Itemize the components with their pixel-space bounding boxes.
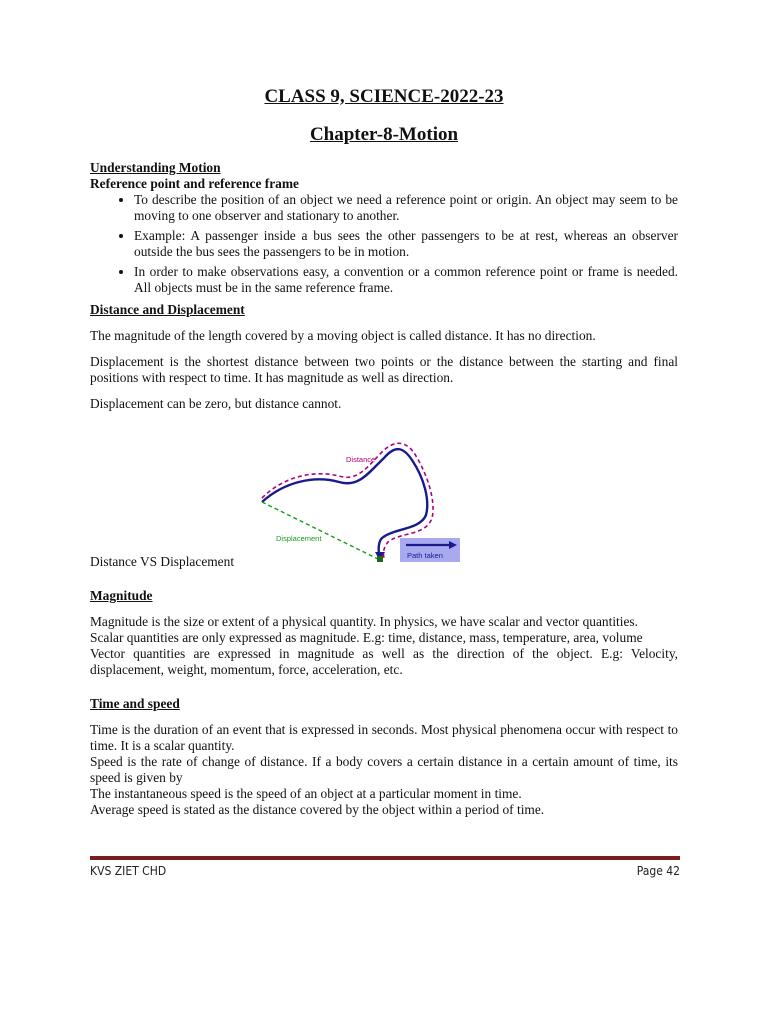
heading-time-speed: Time and speed xyxy=(90,696,180,711)
paragraph: The instantaneous speed is the speed of an object at a particular moment in time. xyxy=(90,786,522,801)
paragraph: Magnitude is the size or extent of a physical quantity. In physics, we have scalar and vector quantities. xyxy=(90,614,638,629)
content-body xyxy=(90,160,678,818)
paragraph: Average speed is stated as the distance covered by the object within a period of time. xyxy=(90,802,545,817)
chapter-title: Chapter-8-Motion xyxy=(309,124,459,145)
paragraph: Displacement can be zero, but distance cannot. xyxy=(90,396,342,411)
footer-organization: KVS ZIET CHD xyxy=(90,864,167,878)
footer-divider xyxy=(90,856,680,860)
distance-displacement-diagram xyxy=(254,420,474,570)
reference-frame-list xyxy=(90,192,678,296)
distance-label: Distance xyxy=(346,455,376,464)
distance-displacement-figure xyxy=(90,420,678,570)
paragraph: The magnitude of the length covered by a moving object is called distance. It has no direction. xyxy=(90,328,596,343)
displacement-line xyxy=(262,502,380,560)
heading-understanding-motion: Understanding Motion xyxy=(90,160,221,175)
heading-magnitude: Magnitude xyxy=(90,588,153,603)
path-taken-label: Path taken xyxy=(407,551,443,560)
paragraph: Displacement is the shortest distance between two points or the distance between the starting and final positions with respect to time. It has magnitude as well as direction. xyxy=(90,354,678,385)
figure-caption: Distance VS Displacement xyxy=(90,554,235,569)
paragraph: Scalar quantities are only expressed as magnitude. E.g: time, distance, mass, temperature, area, volume xyxy=(90,630,643,645)
paragraph: Vector quantities are expressed in magnitude as well as the direction of the object. E.g: Velocity, displacement, weight, momentum, force, acceleration, etc. xyxy=(90,646,678,677)
paragraph: Speed is the rate of change of distance. If a body covers a certain distance in a certain amount of time, its speed is given by xyxy=(90,754,678,785)
displacement-label: Displacement xyxy=(276,534,322,543)
list-item: • To describe the position of an object we need a reference point or origin. An object may seem to be moving to one observer and stationary to another. xyxy=(134,192,678,224)
document-title: CLASS 9, SCIENCE-2022-23 xyxy=(264,86,504,107)
heading-distance-displacement: Distance and Displacement xyxy=(90,302,245,317)
page-number: Page 42 xyxy=(636,864,680,878)
end-point-marker xyxy=(377,556,383,562)
subheading-reference-frame: Reference point and reference frame xyxy=(90,176,299,191)
list-item: • Example: A passenger inside a bus sees the other passengers to be at rest, whereas an observer outside the bus sees the passengers to be in motion. xyxy=(134,228,678,260)
paragraph: Time is the duration of an event that is expressed in seconds. Most physical phenomena occur with respect to time. It is a scalar quantity. xyxy=(90,722,678,753)
list-item: • In order to make observations easy, a convention or a common reference point or frame is needed. All objects must be in the same reference frame. xyxy=(134,264,678,296)
